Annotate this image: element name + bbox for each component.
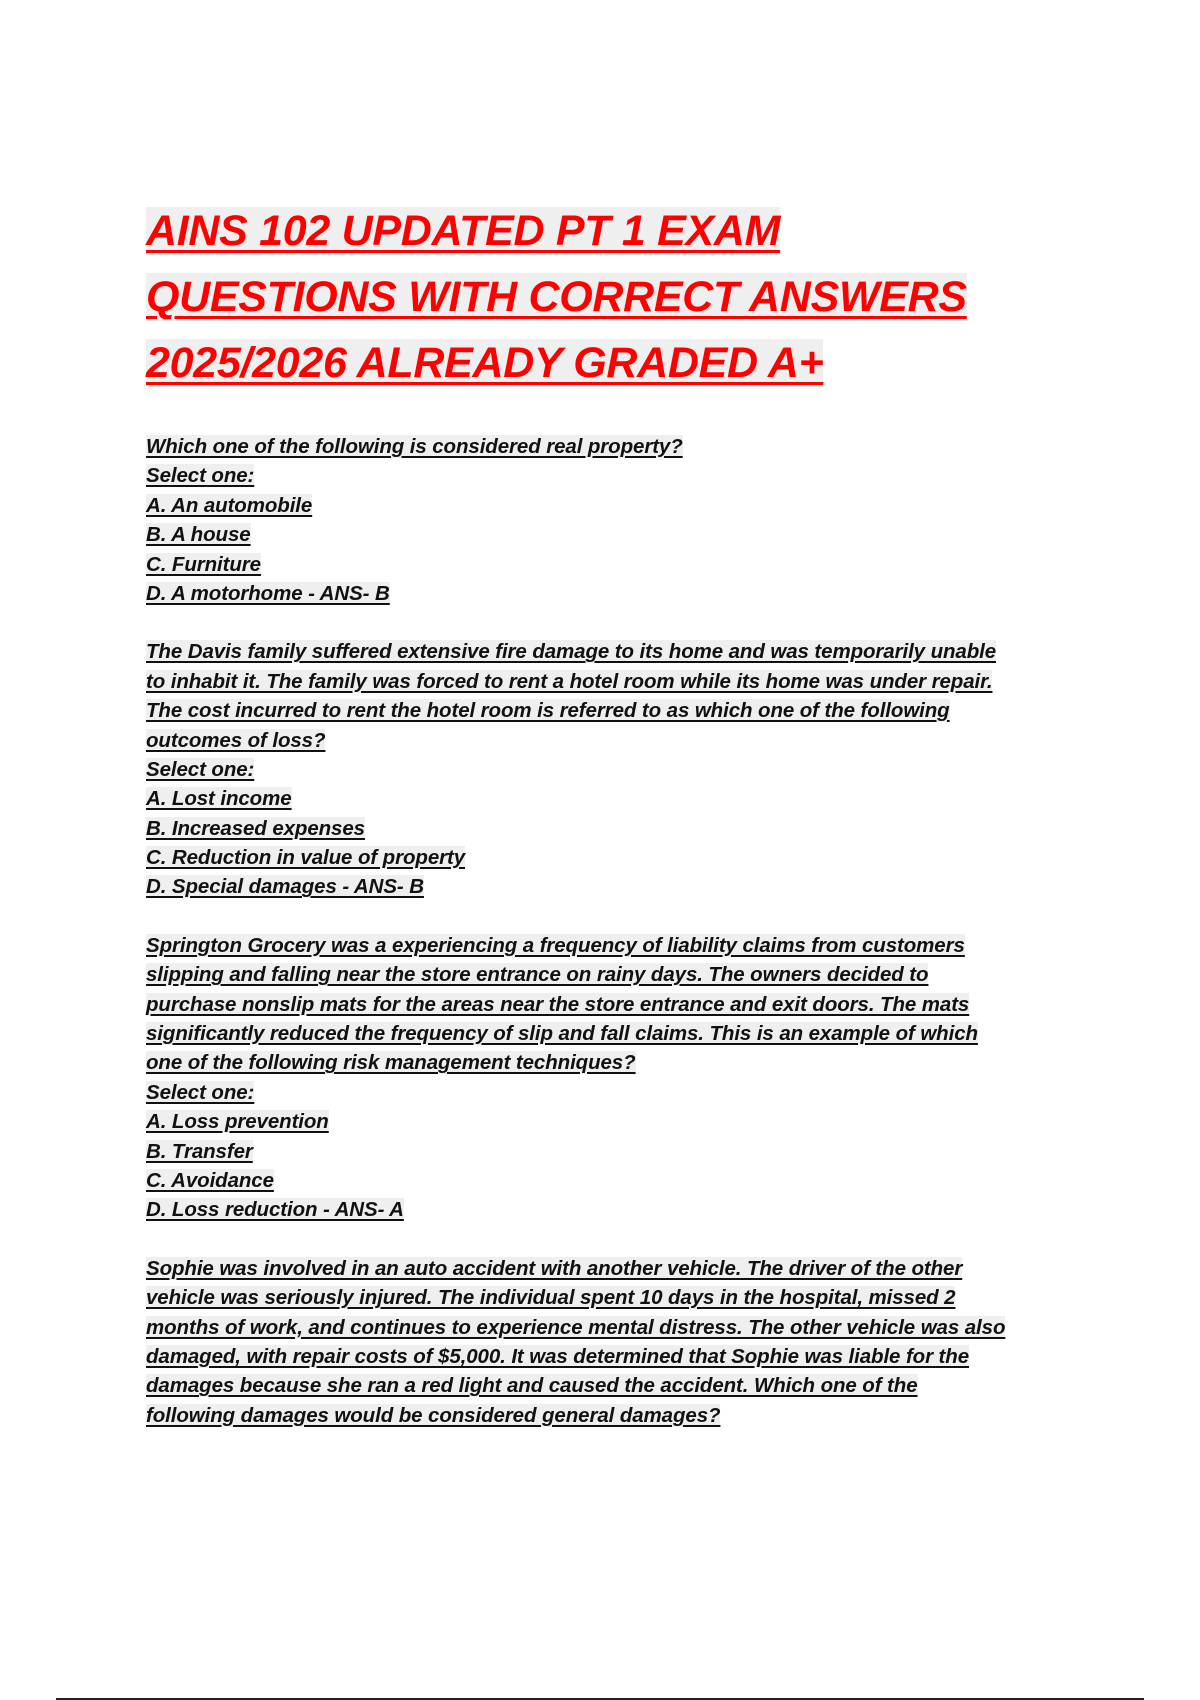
answer-option — [146, 520, 1106, 549]
question-text: vehicle was seriously injured. The individual spent 10 days in the hospital, missed 2 — [146, 1286, 956, 1310]
question-text: damages because she ran a red light and caused the accident. Which one of the — [146, 1374, 918, 1398]
question-text-line — [146, 667, 1106, 696]
title-line-text: QUESTIONS WITH CORRECT ANSWERS — [146, 273, 967, 321]
answer-option-with-key — [146, 579, 1106, 608]
answer-option — [146, 1107, 1106, 1136]
question-text-line — [146, 726, 1106, 755]
question-text: to inhabit it. The family was forced to rent a hotel room while its home was under repair. — [146, 669, 993, 693]
select-prompt — [146, 755, 1106, 784]
answer-option-with-key — [146, 1195, 1106, 1224]
answer-option-text: C. Avoidance — [146, 1168, 274, 1192]
answer-option-with-key — [146, 872, 1106, 901]
question-text: The Davis family suffered extensive fire damage to its home and was temporarily unable — [146, 640, 997, 664]
question-text-line — [146, 696, 1106, 725]
question-block-2 — [146, 637, 1106, 902]
title-line — [146, 198, 1106, 264]
answer-option — [146, 814, 1106, 843]
select-prompt-text: Select one: — [146, 757, 255, 781]
document-title — [146, 198, 1106, 396]
select-prompt-text: Select one: — [146, 1080, 255, 1104]
question-text-line — [146, 1019, 1106, 1048]
question-text-line — [146, 1371, 1106, 1400]
question-text-line — [146, 1342, 1106, 1371]
question-text: Springton Grocery was a experiencing a frequency of liability claims from customers — [146, 933, 965, 957]
question-text-line — [146, 1283, 1106, 1312]
question-text: one of the following risk management techniques? — [146, 1051, 636, 1075]
question-text: purchase nonslip mats for the areas near the store entrance and exit doors. The mats — [146, 992, 970, 1016]
select-prompt — [146, 1078, 1106, 1107]
answer-option — [146, 843, 1106, 872]
question-text: months of work, and continues to experience mental distress. The other vehicle was also — [146, 1315, 1006, 1339]
question-text-line — [146, 931, 1106, 960]
answer-option-text: B. Increased expenses — [146, 816, 365, 840]
select-prompt — [146, 461, 1106, 490]
question-text-line — [146, 637, 1106, 666]
question-text-line — [146, 960, 1106, 989]
question-text: slipping and falling near the store entrance on rainy days. The owners decided to — [146, 963, 929, 987]
answer-option-text: D. Loss reduction - ANS- A — [146, 1198, 404, 1222]
question-text-line — [146, 1313, 1106, 1342]
answer-option — [146, 784, 1106, 813]
questions-list — [146, 432, 1106, 1459]
answer-option-text: B. A house — [146, 523, 251, 547]
question-text: following damages would be considered general damages? — [146, 1403, 721, 1427]
answer-option-text: A. Lost income — [146, 787, 292, 811]
question-text-line — [146, 1254, 1106, 1283]
select-prompt-text: Select one: — [146, 464, 255, 488]
question-block-1 — [146, 432, 1106, 608]
question-text: outcomes of loss? — [146, 728, 326, 752]
answer-option — [146, 491, 1106, 520]
answer-option-text: A. Loss prevention — [146, 1110, 329, 1134]
question-text-line — [146, 990, 1106, 1019]
answer-option-text: D. A motorhome - ANS- B — [146, 581, 390, 605]
title-line — [146, 264, 1106, 330]
title-line-text: AINS 102 UPDATED PT 1 EXAM — [146, 207, 781, 255]
question-text: significantly reduced the frequency of slip and fall claims. This is an example of which — [146, 1022, 978, 1046]
title-line-text: 2025/2026 ALREADY GRADED A+ — [146, 339, 824, 387]
answer-option — [146, 1137, 1106, 1166]
answer-option — [146, 1166, 1106, 1195]
answer-option-text: A. An automobile — [146, 493, 313, 517]
question-text: damaged, with repair costs of $5,000. It was determined that Sophie was liable for the — [146, 1344, 970, 1368]
question-block-4 — [146, 1254, 1106, 1430]
question-text: The cost incurred to rent the hotel room is referred to as which one of the following — [146, 699, 950, 723]
title-line — [146, 330, 1106, 396]
question-text-line — [146, 1401, 1106, 1430]
question-text: Which one of the following is considered real property? — [146, 435, 683, 458]
question-text-line — [146, 432, 1106, 461]
question-text: Sophie was involved in an auto accident with another vehicle. The driver of the other — [146, 1256, 963, 1280]
question-text-line — [146, 1048, 1106, 1077]
answer-option — [146, 550, 1106, 579]
answer-option-text: D. Special damages - ANS- B — [146, 875, 424, 899]
question-block-3 — [146, 931, 1106, 1225]
answer-option-text: C. Furniture — [146, 552, 261, 576]
answer-option-text: C. Reduction in value of property — [146, 846, 466, 870]
answer-option-text: B. Transfer — [146, 1139, 253, 1163]
